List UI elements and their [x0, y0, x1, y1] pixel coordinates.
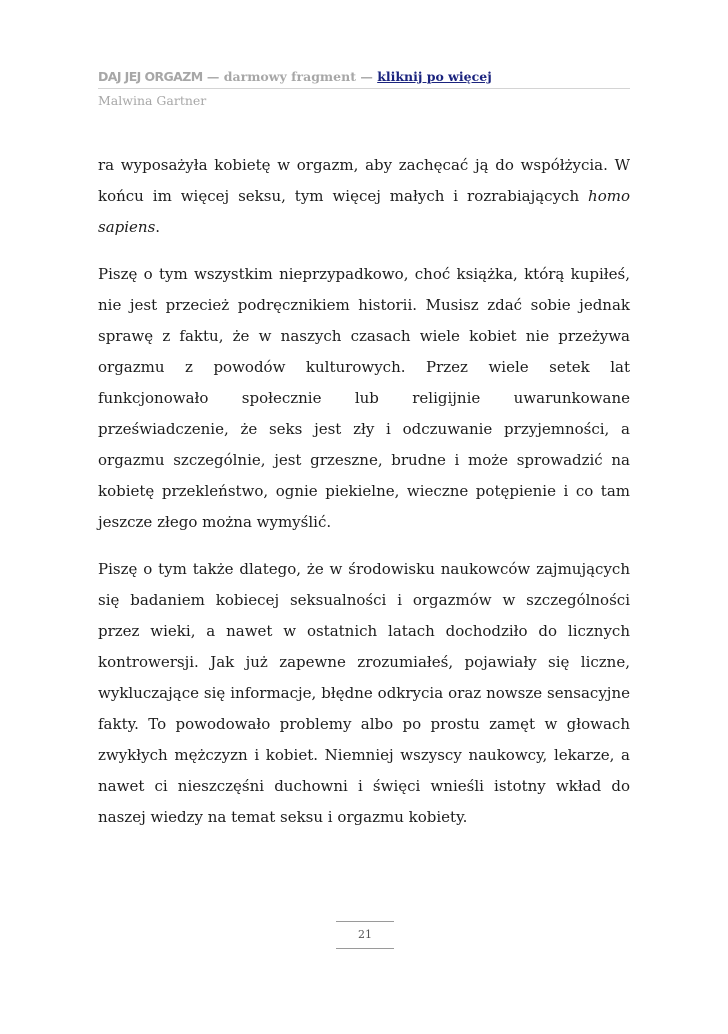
paragraph-text: .	[155, 218, 161, 236]
author-name: Malwina Gartner	[98, 93, 207, 108]
more-link[interactable]: kliknij po więcej	[377, 69, 492, 84]
book-title: DAJ JEJ ORGAZM	[98, 69, 203, 84]
paragraph: Piszę o tym wszystkim nieprzypadkowo, choć książka, którą kupiłeś, nie jest przecież podręcznikiem historii. Musisz zdać sobie jednak sprawę z faktu, że w naszych czasach wiele kobiet nie przeżywa orgazmu z powodów kulturowych. Przez wiele setek lat funkcjonowało społecznie lub religijnie uwarunkowane przeświadczenie, że seks jest zły i odczuwanie przyjemności, a orgazmu szczególnie, jest grzeszne, brudne i może sprowadzić na kobietę przekleństwo, ognie piekielne, wieczne potępienie i co tam jeszcze złego można wymyślić.	[98, 265, 630, 531]
page-number: 21	[358, 928, 372, 941]
paragraph: Piszę o tym także dlatego, że w środowisku naukowców zajmujących się badaniem kobiecej seksualności i orgazmów w szczególności przez wieki, a nawet w ostatnich latach dochodziło do licznych kontrowersji. Jak już zapewne zrozumiałeś, pojawiały się liczne, wykluczające się informacje, błędne odkrycia oraz nowsze sensacyjne fakty. To powodowało problemy albo po prostu zamęt w głowach zwykłych mężczyzn i kobiet. Niemniej wszyscy naukowcy, lekarze, a nawet ci nieszczęśni duchowni i święci wnieśli istotny wkład do naszej wiedzy na temat seksu i orgazmu kobiety.	[98, 560, 630, 826]
header-separator: —	[355, 69, 378, 84]
italic-term: homo sapiens	[98, 187, 630, 236]
header-subtitle: darmowy fragment	[223, 69, 356, 84]
body-text	[98, 150, 630, 849]
paragraph-text: ra wyposażyła kobietę w orgazm, aby zachęcać ją do współżycia. W końcu im więcej seksu, tym więcej małych i rozrabiających	[98, 156, 630, 205]
page-header	[98, 68, 630, 89]
paragraph	[98, 150, 630, 243]
page-number-box	[336, 921, 394, 949]
header-separator: —	[202, 69, 224, 84]
header-line	[98, 68, 630, 86]
